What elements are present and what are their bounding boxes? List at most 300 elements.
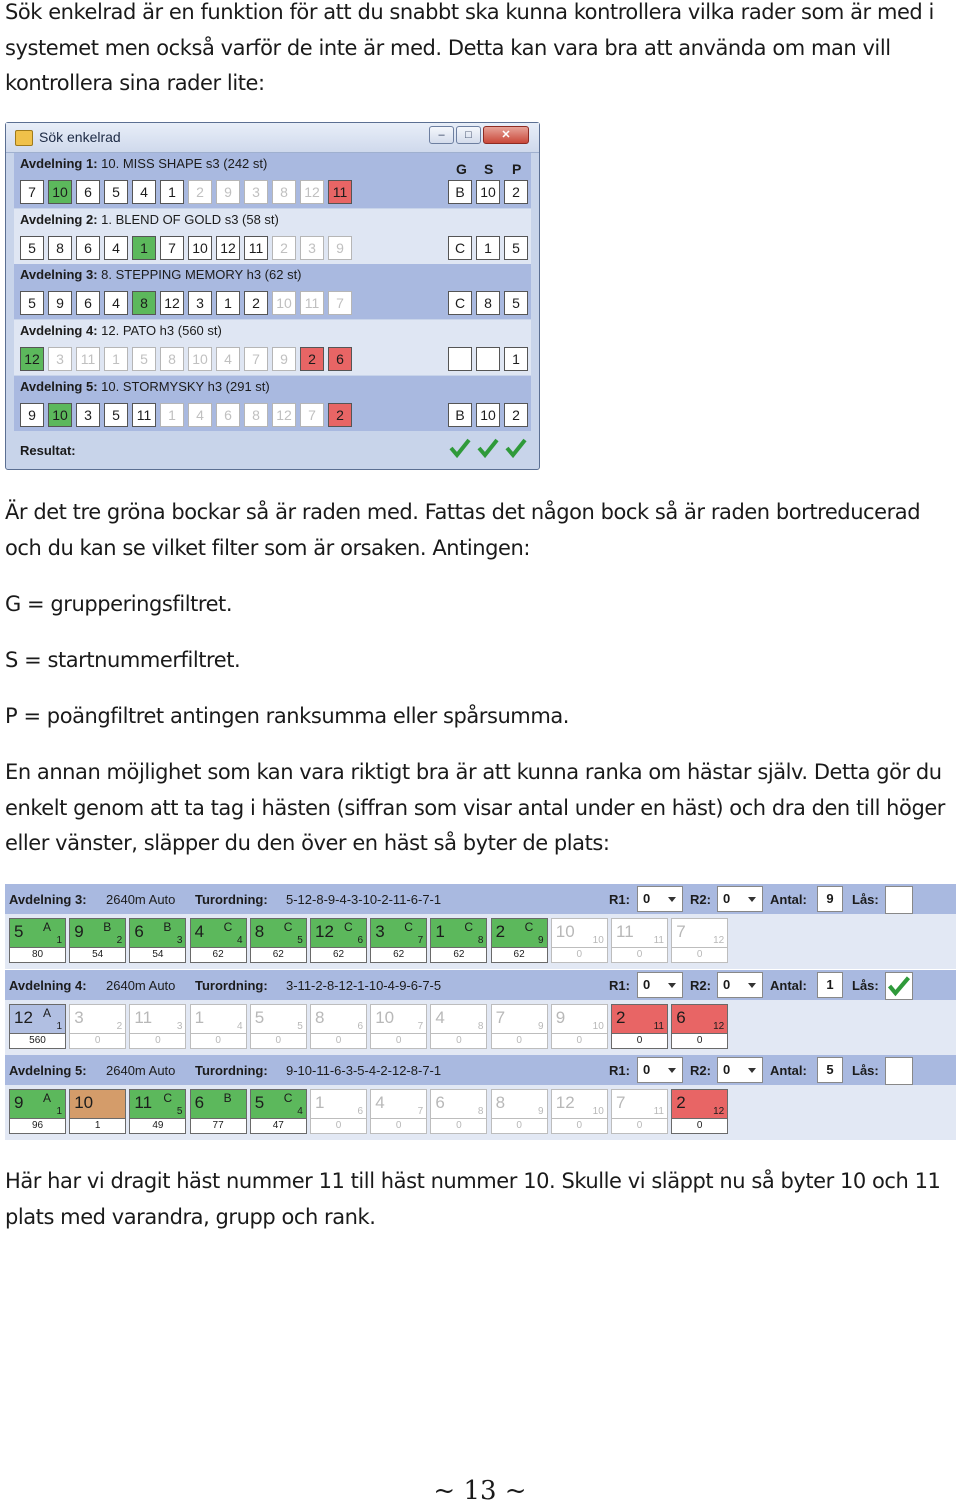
horse-number: 5: [14, 922, 24, 941]
window-title: Sök enkelrad: [39, 129, 121, 145]
chevron-down-icon: [668, 983, 676, 988]
horse-startnumber: 9: [538, 1106, 544, 1117]
horse-card[interactable]: [491, 1089, 548, 1135]
avdelning-horse: 10. STORMYSKY h3 (291 st): [101, 378, 270, 394]
avdelning-horse: 12. PATO h3 (560 st): [101, 323, 222, 339]
antal-field[interactable]: 1: [817, 972, 843, 998]
horse-cell[interactable]: 12: [300, 180, 324, 204]
horse-number: 7: [676, 922, 686, 941]
horse-points-handle[interactable]: 0: [430, 1119, 487, 1134]
horse-points-handle[interactable]: 0: [370, 1119, 427, 1134]
horse-main: [671, 918, 728, 948]
horse-number: 6: [194, 1093, 205, 1112]
horse-points-handle[interactable]: 54: [69, 948, 126, 963]
horse-points-handle[interactable]: 62: [430, 948, 487, 963]
horse-card[interactable]: [69, 918, 126, 964]
horse-startnumber: 7: [417, 935, 424, 946]
horse-cell[interactable]: 10: [188, 347, 212, 371]
las-label: Lås:: [852, 892, 879, 907]
horse-points-handle[interactable]: 0: [551, 1119, 608, 1134]
horse-card[interactable]: [69, 1089, 126, 1135]
horse-cell[interactable]: 2: [188, 180, 212, 204]
horse-main: [430, 1089, 487, 1119]
horse-startnumber: 4: [237, 935, 243, 946]
horse-cell[interactable]: 3: [244, 180, 268, 204]
horse-cell[interactable]: 2: [244, 291, 268, 315]
horse-card[interactable]: [310, 918, 367, 964]
horse-number: 4: [194, 922, 205, 941]
horse-points-handle[interactable]: 77: [190, 1119, 247, 1134]
horse-main: [551, 1004, 608, 1034]
section-label: Avdelning 3:: [9, 892, 87, 907]
horse-card[interactable]: [9, 1089, 66, 1135]
horse-cell[interactable]: 4: [132, 180, 156, 204]
horse-main: [370, 918, 427, 948]
horse-cell[interactable]: 8: [132, 291, 156, 315]
horse-startnumber: 6: [357, 1020, 363, 1032]
horse-main: [611, 1089, 668, 1119]
horse-card[interactable]: [250, 918, 307, 964]
horse-group: C: [223, 920, 233, 934]
horse-card[interactable]: [671, 918, 728, 964]
r1-select[interactable]: [637, 972, 683, 998]
horse-cell[interactable]: 9: [272, 347, 296, 371]
rank-paragraph: En annan möjlighet som kan vara riktigt bra är att kunna ranka om hästar själv. Detta gör du enkelt genom att ta tag i hästen (siffran som visar antal under en häst) och dra den till höger eller vänster, släpper du den över en häst så byter de plats:: [5, 760, 945, 855]
intro-paragraph: Sök enkelrad är en funktion för att du snabbt ska kunna kontrollera vilka rader som är med i systemet men också varför de inte är med. Detta kan vara bra att använda om man vill kontrollera sina rader lite:: [5, 0, 934, 95]
horse-cell[interactable]: 7: [20, 180, 44, 204]
horse-main: [69, 1089, 126, 1119]
horse-points-handle[interactable]: 96: [9, 1119, 66, 1134]
section-label: Avdelning 5:: [9, 1063, 87, 1078]
horse-cell[interactable]: 3: [48, 347, 72, 371]
las-label: Lås:: [852, 1063, 879, 1078]
horse-cell[interactable]: 3: [76, 403, 100, 427]
horse-main: [671, 1089, 728, 1119]
chevron-down-icon: [748, 1068, 756, 1073]
horse-main: [491, 918, 548, 948]
horse-card[interactable]: [551, 1004, 608, 1050]
avdelning-row: [14, 264, 531, 319]
horse-cell[interactable]: 6: [76, 180, 100, 204]
horse-number: 12: [315, 922, 334, 941]
horse-card[interactable]: [310, 1004, 367, 1050]
horse-startnumber: 1: [56, 935, 62, 946]
horse-cell[interactable]: 11: [132, 403, 156, 427]
horse-points-handle[interactable]: 80: [9, 948, 66, 963]
r2-select[interactable]: [717, 1057, 763, 1083]
las-checkbox[interactable]: [885, 972, 913, 1000]
horse-card[interactable]: [310, 1089, 367, 1135]
horse-number: 10: [375, 1007, 395, 1027]
horse-number: 6: [676, 1007, 686, 1027]
horse-points-handle[interactable]: 0: [69, 1034, 126, 1049]
horse-points-handle[interactable]: 0: [671, 948, 728, 963]
horse-card[interactable]: [250, 1089, 307, 1135]
check-icon: [886, 973, 912, 999]
rank-section-header: [5, 884, 956, 914]
horse-main: [491, 1004, 548, 1034]
horse-cell[interactable]: 3: [188, 291, 212, 315]
horse-cell[interactable]: 10: [48, 180, 72, 204]
maximize-button[interactable]: □: [456, 126, 481, 144]
avdelning-horse: 1. BLEND OF GOLD s3 (58 st): [101, 211, 279, 227]
horse-card[interactable]: [611, 1089, 668, 1135]
horse-group: A: [43, 1091, 52, 1105]
gsp-cell: C: [448, 291, 472, 315]
horse-cell[interactable]: 6: [216, 403, 240, 427]
horse-points-handle[interactable]: 0: [671, 1034, 728, 1049]
horse-main: [310, 1004, 367, 1034]
horse-card[interactable]: [370, 918, 427, 964]
horse-card[interactable]: [190, 1004, 247, 1050]
horse-card[interactable]: [129, 918, 186, 964]
horse-number: 10: [74, 1093, 94, 1112]
horse-cell[interactable]: 4: [188, 403, 212, 427]
horse-main: [250, 1004, 307, 1034]
horse-cell[interactable]: 7: [300, 403, 324, 427]
horse-card[interactable]: [671, 1089, 728, 1135]
horse-points-handle[interactable]: 0: [310, 1034, 367, 1049]
horse-main: [9, 1089, 66, 1119]
horse-card[interactable]: [611, 1004, 668, 1050]
gsp-cell: [476, 347, 500, 371]
horse-cell[interactable]: 1: [216, 291, 240, 315]
r2-label: R2:: [690, 977, 711, 993]
result-label: Resultat:: [20, 443, 76, 458]
horse-number: 5: [254, 1007, 265, 1027]
turordning-label: Turordning:: [195, 1063, 268, 1078]
horse-cell[interactable]: 10: [188, 236, 212, 260]
horse-startnumber: 1: [56, 1106, 62, 1117]
horse-cell[interactable]: 11: [300, 291, 324, 315]
gsp-cell: 1: [504, 347, 528, 371]
horse-number: 4: [375, 1093, 385, 1112]
horse-cell[interactable]: 7: [328, 291, 352, 315]
horse-points-handle[interactable]: 0: [671, 1119, 728, 1134]
horse-points-handle[interactable]: 62: [310, 948, 367, 963]
horse-cell[interactable]: 8: [272, 180, 296, 204]
horse-startnumber: 2: [116, 1020, 123, 1032]
horse-cell[interactable]: 9: [328, 236, 352, 260]
horse-cell[interactable]: 1: [104, 347, 128, 371]
horse-startnumber: 1: [56, 1020, 62, 1032]
antal-label: Antal:: [770, 1063, 807, 1078]
r2-value: 0: [723, 976, 731, 992]
turordning-label: Turordning:: [195, 977, 268, 993]
horse-card[interactable]: [370, 1004, 427, 1050]
horse-group: C: [283, 1091, 293, 1105]
horse-number: 12: [14, 1007, 33, 1027]
horse-group: C: [283, 920, 293, 934]
horse-startnumber: 9: [538, 1020, 544, 1032]
horse-card[interactable]: [491, 1004, 548, 1050]
rank-section: [5, 1055, 956, 1140]
horse-startnumber: 5: [297, 935, 303, 946]
horse-points-handle[interactable]: 0: [430, 1034, 487, 1049]
r2-select[interactable]: [717, 886, 763, 912]
avdelning-title: [20, 212, 279, 227]
horse-points-handle[interactable]: 0: [611, 1119, 668, 1134]
horse-cell[interactable]: 12: [272, 403, 296, 427]
horse-main: [310, 918, 367, 948]
filter-p-text: P = poängfiltret antingen ranksumma eller spårsumma.: [5, 704, 569, 728]
horse-points-handle[interactable]: 0: [190, 1034, 247, 1049]
horse-cell[interactable]: 12: [20, 347, 44, 371]
horse-cell[interactable]: 6: [328, 347, 352, 371]
horse-main: [370, 1004, 427, 1034]
minimize-button[interactable]: –: [429, 126, 454, 144]
section-info: 2640m Auto: [106, 977, 176, 993]
horse-card[interactable]: [611, 918, 668, 964]
horse-group: A: [43, 920, 52, 934]
rank-section-header: [5, 970, 956, 1000]
gsp-cell: 8: [476, 291, 500, 315]
horse-points-handle[interactable]: 62: [250, 948, 307, 963]
horse-number: 11: [134, 1007, 153, 1027]
horse-main: [611, 1004, 668, 1034]
close-button[interactable]: ✕: [483, 126, 529, 144]
avdelning-label: Avdelning 2:: [20, 211, 98, 227]
col-header-s: S: [484, 161, 494, 177]
horse-points-handle[interactable]: 0: [611, 1034, 668, 1049]
drag-paragraph: Här har vi dragit häst nummer 11 till häst nummer 10. Skulle vi släppt nu så byter 10 och 11 plats med varandra, grupp och rank.: [5, 1169, 941, 1229]
horse-cell[interactable]: 8: [48, 236, 72, 260]
horse-card[interactable]: [9, 1004, 66, 1050]
horse-cell[interactable]: 8: [244, 403, 268, 427]
horse-card[interactable]: [190, 918, 247, 964]
avdelning-label: Avdelning 3:: [20, 267, 98, 283]
horse-cell[interactable]: 9: [48, 291, 72, 315]
app-icon: [15, 130, 33, 146]
horse-card[interactable]: [129, 1004, 186, 1050]
horse-group: A: [43, 1005, 52, 1020]
horse-cell[interactable]: 6: [76, 236, 100, 260]
horse-points-handle[interactable]: 560: [9, 1034, 66, 1049]
r2-select[interactable]: [717, 972, 763, 998]
horse-points-handle[interactable]: 0: [310, 1119, 367, 1134]
horse-card[interactable]: [551, 1089, 608, 1135]
horse-group: C: [344, 920, 353, 934]
horse-points-handle[interactable]: 0: [370, 1034, 427, 1049]
horse-cell[interactable]: 8: [160, 347, 184, 371]
avdelning-horse: 8. STEPPING MEMORY h3 (62 st): [101, 267, 302, 283]
horse-cell[interactable]: 5: [20, 291, 44, 315]
col-header-p: P: [512, 161, 522, 177]
horse-startnumber: 12: [713, 1020, 725, 1032]
horse-startnumber: 11: [653, 1106, 664, 1117]
check-icon-p: [505, 437, 527, 459]
horse-points-handle[interactable]: 54: [129, 948, 186, 963]
horse-main: [430, 1004, 487, 1034]
horse-points-handle[interactable]: 62: [370, 948, 427, 963]
horse-startnumber: 8: [477, 1020, 484, 1032]
r2-label: R2:: [690, 892, 711, 907]
horse-cell[interactable]: 9: [216, 180, 240, 204]
turordning-value: 5-12-8-9-4-3-10-2-11-6-7-1: [286, 892, 442, 907]
horse-cell[interactable]: 1: [132, 236, 156, 260]
horse-number: 4: [435, 1007, 445, 1027]
horse-number: 1: [194, 1007, 205, 1027]
antal-field[interactable]: 9: [817, 886, 843, 912]
horse-startnumber: 3: [176, 935, 183, 946]
horse-main: [69, 1004, 126, 1034]
horse-cell[interactable]: 3: [300, 236, 324, 260]
horse-cell[interactable]: 4: [216, 347, 240, 371]
horse-cell[interactable]: 10: [48, 403, 72, 427]
horse-card[interactable]: [671, 1004, 728, 1050]
antal-label: Antal:: [770, 892, 807, 907]
avdelning-label: Avdelning 1:: [20, 156, 98, 171]
r1-select[interactable]: [637, 1057, 683, 1083]
horse-points-handle[interactable]: 49: [129, 1119, 186, 1134]
horse-cell[interactable]: 7: [160, 236, 184, 260]
horse-cell[interactable]: 5: [20, 236, 44, 260]
horse-number: 3: [375, 922, 385, 941]
gsp-cell: 2: [504, 180, 528, 204]
r1-value: 0: [643, 976, 651, 992]
horse-number: 9: [74, 922, 84, 941]
horse-main: [370, 1089, 427, 1119]
gsp-cell: 2: [504, 403, 528, 427]
horse-main: [190, 1004, 247, 1034]
turordning-value: 9-10-11-6-3-5-4-2-12-8-7-1: [286, 1063, 442, 1078]
horse-card[interactable]: [9, 918, 66, 964]
horse-group: C: [464, 920, 474, 934]
horse-startnumber: 10: [592, 935, 604, 946]
horse-cell[interactable]: 4: [104, 291, 128, 315]
avdelning-title: [20, 379, 270, 394]
horse-card[interactable]: [551, 918, 608, 964]
horse-points-handle[interactable]: 0: [551, 948, 608, 963]
r1-label: R1:: [609, 977, 630, 993]
gsp-cell: 1: [476, 236, 500, 260]
horse-cell[interactable]: 2: [300, 347, 324, 371]
horse-points-handle[interactable]: 0: [250, 1034, 307, 1049]
horse-cell[interactable]: 4: [104, 236, 128, 260]
horse-points-handle[interactable]: 62: [190, 948, 247, 963]
r2-label: R2:: [690, 1063, 711, 1078]
horse-startnumber: 10: [592, 1106, 604, 1117]
filter-g-text: G = grupperingsfiltret.: [5, 592, 233, 616]
horse-number: 9: [14, 1093, 24, 1112]
horse-cell[interactable]: 5: [104, 180, 128, 204]
horse-number: 11: [616, 922, 634, 941]
horse-points-handle[interactable]: 62: [491, 948, 548, 963]
horse-startnumber: 5: [176, 1106, 183, 1117]
section-info: 2640m Auto: [106, 1063, 176, 1078]
horse-cell[interactable]: 12: [216, 236, 240, 260]
avdelning-label: Avdelning 4:: [20, 323, 98, 339]
horse-card[interactable]: [190, 1089, 247, 1135]
horse-cell[interactable]: 7: [244, 347, 268, 371]
r1-select[interactable]: [637, 886, 683, 912]
gsp-cell: 10: [476, 403, 500, 427]
horse-card[interactable]: [129, 1089, 186, 1135]
horse-cell[interactable]: 1: [160, 403, 184, 427]
horse-card[interactable]: [430, 1004, 487, 1050]
horse-main: [611, 918, 668, 948]
las-checkbox[interactable]: [885, 1057, 913, 1085]
horse-cell[interactable]: 11: [244, 236, 268, 260]
horse-startnumber: 5: [297, 1020, 303, 1032]
horse-points-handle[interactable]: 0: [551, 1034, 608, 1049]
horse-points-handle[interactable]: 1: [69, 1119, 126, 1134]
horse-points-handle[interactable]: 47: [250, 1119, 307, 1134]
r2-value: 0: [723, 891, 731, 906]
horse-cell[interactable]: 1: [160, 180, 184, 204]
horse-startnumber: 3: [176, 1020, 183, 1032]
horse-number: 2: [676, 1093, 686, 1112]
horse-number: 3: [74, 1007, 84, 1027]
horse-cell[interactable]: 6: [76, 291, 100, 315]
avdelning-row: [14, 209, 531, 264]
horse-number: 7: [616, 1093, 626, 1112]
chevron-down-icon: [748, 897, 756, 902]
horse-startnumber: 12: [713, 1106, 725, 1117]
horse-cell[interactable]: 12: [160, 291, 184, 315]
horse-main: [9, 1004, 66, 1034]
horse-number: 7: [495, 1007, 506, 1027]
horse-points-handle[interactable]: 0: [611, 948, 668, 963]
horse-cell[interactable]: 2: [328, 403, 352, 427]
antal-field[interactable]: 5: [817, 1057, 843, 1083]
horse-startnumber: 12: [713, 935, 725, 946]
horse-main: [430, 918, 487, 948]
horse-startnumber: 7: [417, 1106, 424, 1117]
horse-main: [190, 1089, 247, 1119]
horse-number: 11: [134, 1093, 153, 1112]
turordning-label: Turordning:: [195, 892, 268, 907]
gsp-cell: [448, 347, 472, 371]
horse-points-handle[interactable]: 0: [129, 1034, 186, 1049]
horse-cell[interactable]: 11: [76, 347, 100, 371]
horse-card[interactable]: [430, 1089, 487, 1135]
horse-points-handle[interactable]: 0: [491, 1119, 548, 1134]
horse-cell[interactable]: 9: [20, 403, 44, 427]
checks-paragraph: Är det tre gröna bockar så är raden med. Fattas det någon bock så är raden bortreducerad och du kan se vilket filter som är orsaken. Antingen:: [5, 500, 921, 560]
window-titlebar: [6, 123, 539, 153]
chevron-down-icon: [668, 1068, 676, 1073]
horse-card[interactable]: [491, 918, 548, 964]
horse-cell[interactable]: 10: [272, 291, 296, 315]
horse-cell[interactable]: 5: [132, 347, 156, 371]
horse-startnumber: 6: [357, 1106, 363, 1117]
horse-cell[interactable]: 2: [272, 236, 296, 260]
horse-cell[interactable]: 5: [104, 403, 128, 427]
horse-card[interactable]: [250, 1004, 307, 1050]
turordning-value: 3-11-2-8-12-1-10-4-9-6-7-5: [286, 977, 442, 993]
horse-number: 12: [555, 1093, 575, 1112]
horse-card[interactable]: [370, 1089, 427, 1135]
horse-card[interactable]: [430, 918, 487, 964]
horse-main: [250, 1089, 307, 1119]
r1-value: 0: [643, 891, 651, 906]
horse-number: 9: [555, 1007, 566, 1027]
horse-card[interactable]: [69, 1004, 126, 1050]
las-checkbox[interactable]: [885, 886, 913, 914]
horse-main: [190, 918, 247, 948]
horse-startnumber: 11: [653, 935, 664, 946]
horse-startnumber: 6: [357, 935, 363, 946]
rank-section: [5, 884, 956, 969]
rank-section-header: [5, 1055, 956, 1085]
r1-value: 0: [643, 1062, 651, 1077]
horse-points-handle[interactable]: 0: [491, 1034, 548, 1049]
avdelning-horse: 10. MISS SHAPE s3 (242 st): [101, 156, 268, 171]
horse-number: 2: [495, 922, 506, 941]
horse-cell[interactable]: 11: [328, 180, 352, 204]
horse-main: [551, 918, 608, 948]
